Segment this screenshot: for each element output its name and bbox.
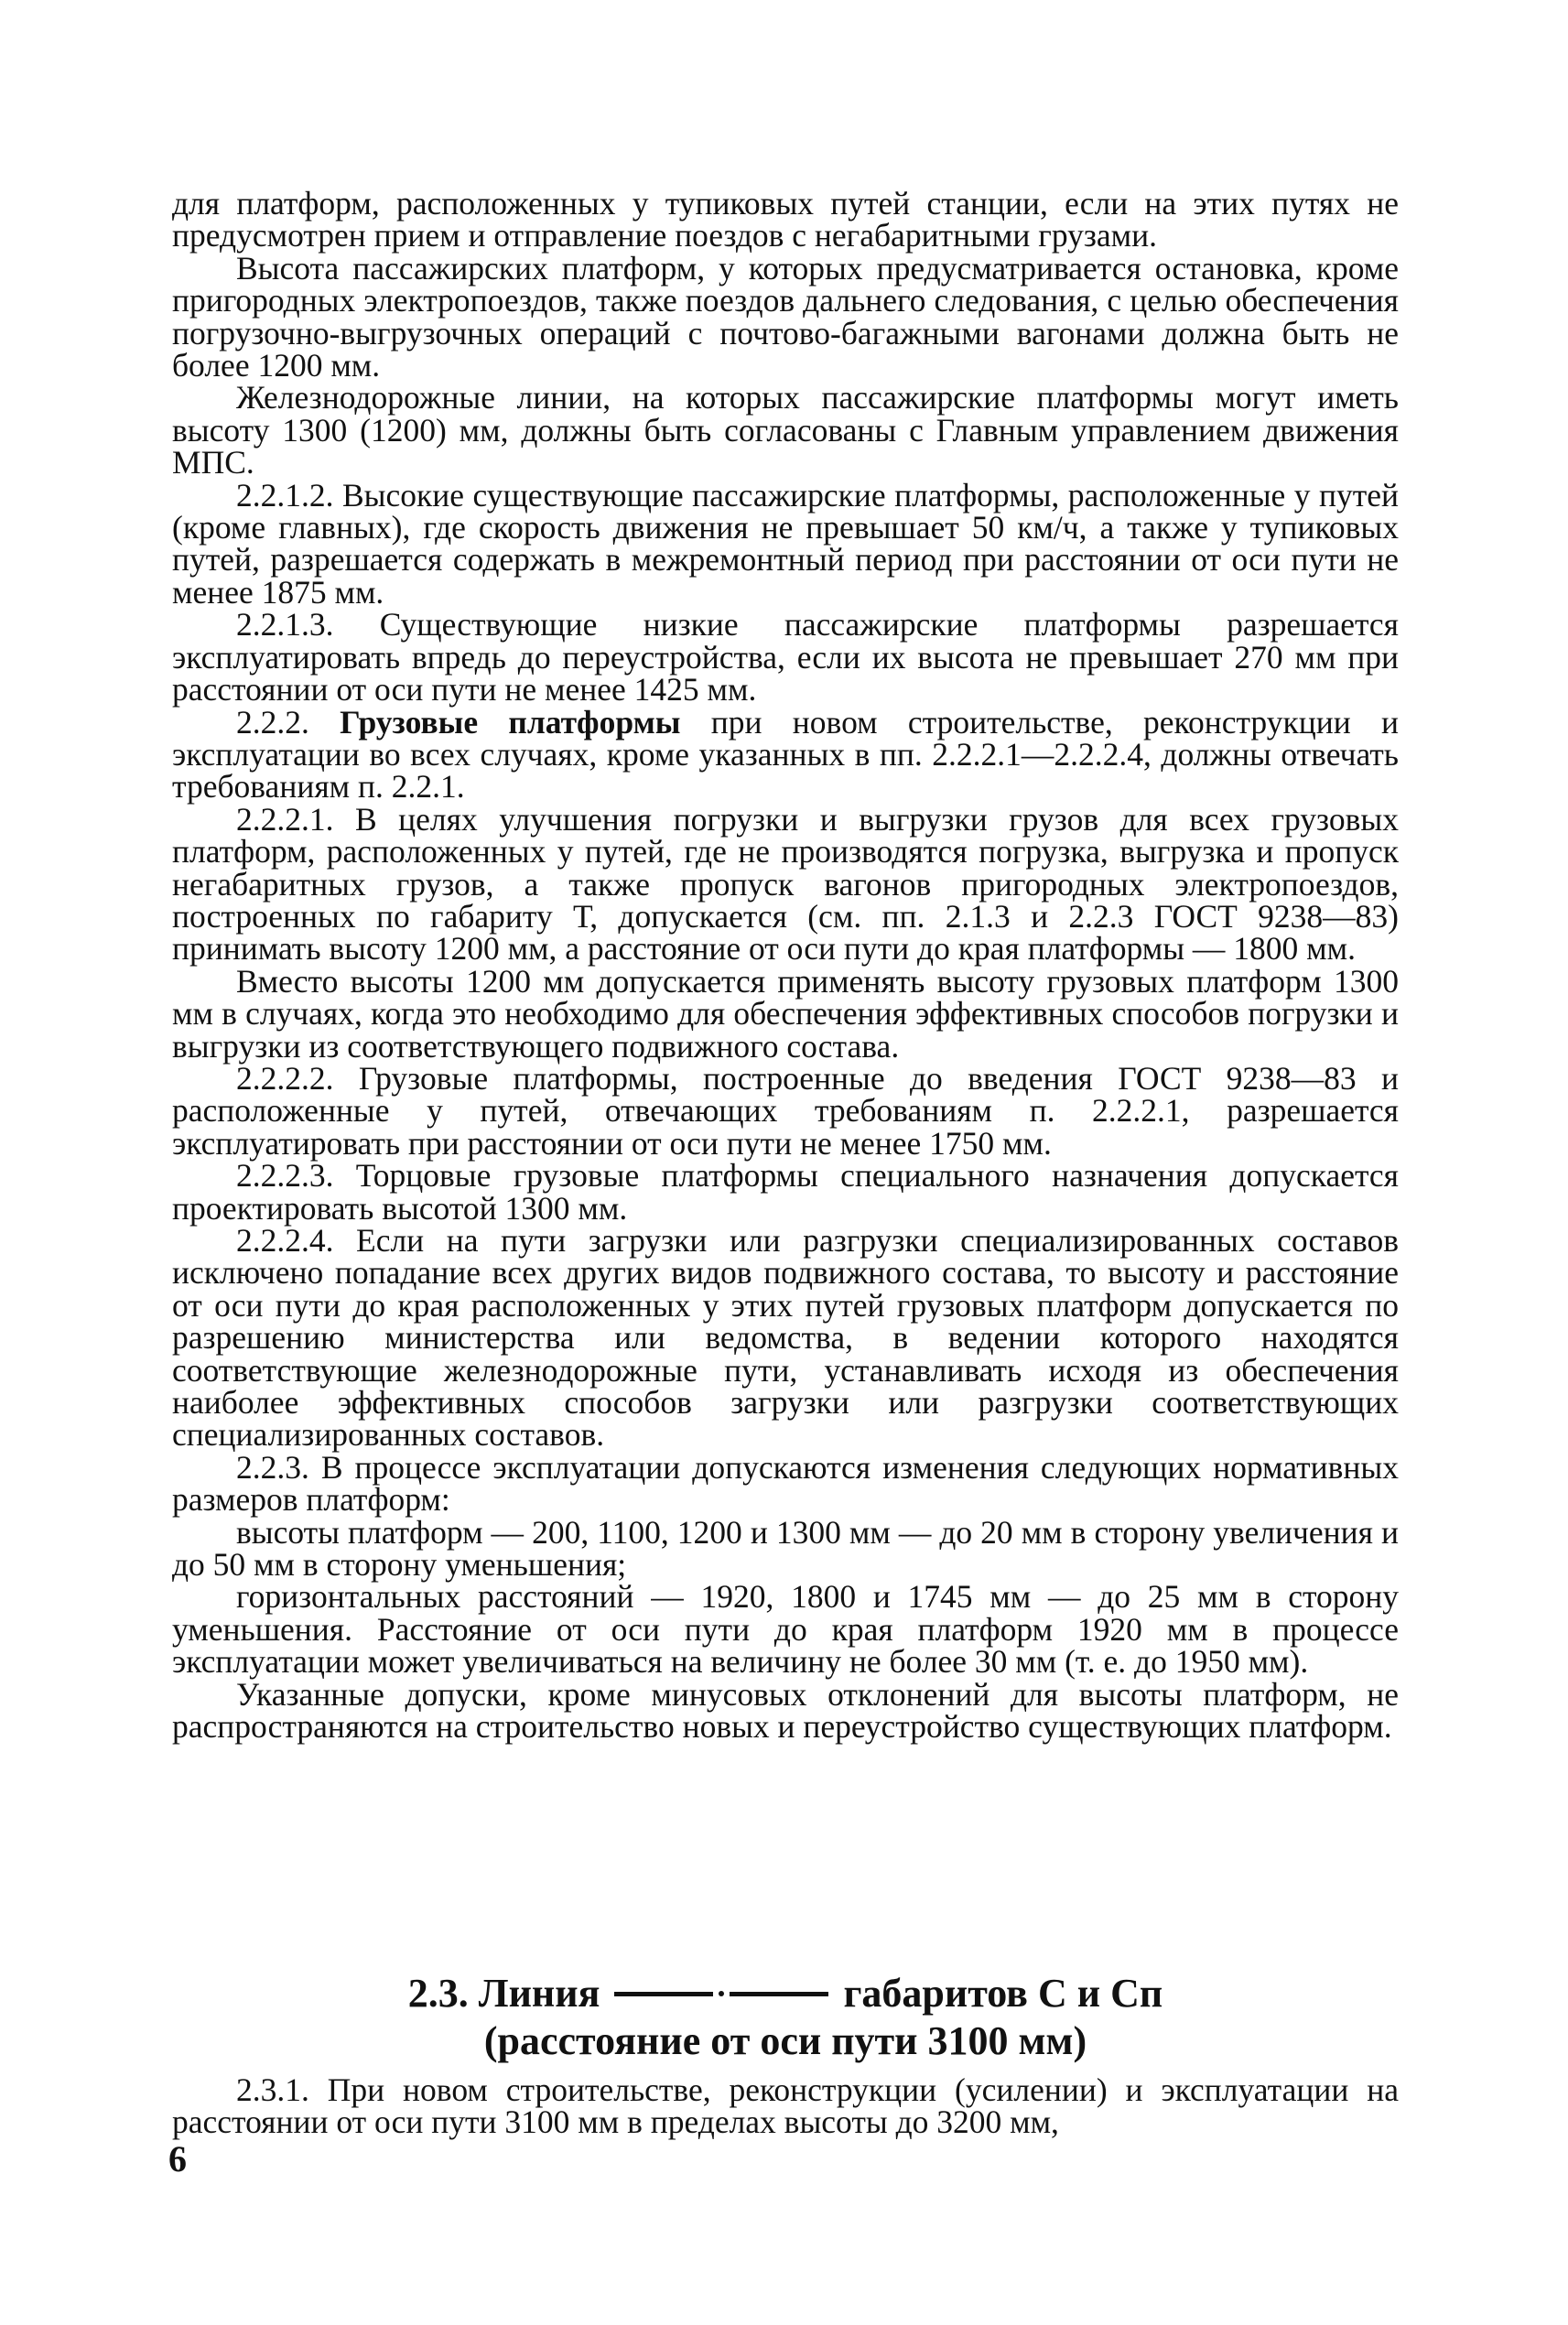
dash-dot-line-icon — [614, 1991, 828, 1996]
paragraph: для платформ, расположенных у тупиковых путей станции, если на этих путях не предусмотрен прием и отправление поездов с негабаритными грузами. — [172, 185, 1399, 254]
section-subtitle: (расстояние от оси пути 3100 мм) — [483, 2018, 1087, 2063]
paragraph: Железнодорожные линии, на которых пассажирские платформы могут иметь высоту 1300 (1200) мм, должны быть согласованы с Главным управлением движения МПС. — [172, 379, 1399, 481]
paragraph: горизонтальных расстояний — 1920, 1800 и 1745 мм — до 25 мм в сторону уменьшения. Расстояние от оси пути до края платформ 1920 мм в процессе эксплуатации может увеличиваться на величину не более 30 мм (т. е. до 1950 мм). — [172, 1578, 1399, 1681]
section-title — [172, 1970, 1399, 2017]
paragraph: Указанные допуски, кроме минусовых отклонений для высоты платформ, не распространяются на строительство новых и переустройство существующих платформ. — [172, 1675, 1399, 1746]
bold-term: Грузовые платформы — [340, 703, 681, 741]
section-body — [172, 2071, 1399, 2141]
section-heading — [172, 1970, 1399, 2065]
paragraph: 2.2.2.1. В целях улучшения погрузки и выгрузки грузов для всех грузовых платформ, расположенных у путей, где не производятся погрузка, выгрузка и пропуск негабаритных грузов, а также пропуск вагонов пригородных электропоездов, построенных по габариту Т, допускается (см. пп. 2.1.3 и 2.2.3 ГОСТ 9238—83) принимать высоту 1200 мм, а расстояние от оси пути до края платформы — 1800 мм. — [172, 800, 1399, 968]
paragraph: 2.2.3. В процессе эксплуатации допускаются изменения следующих нормативных размеров платформ: — [172, 1448, 1399, 1519]
body-text — [172, 185, 1399, 1746]
paragraph: 2.2.1.3. Существующие низкие пассажирские платформы разрешается эксплуатировать впредь до переустройства, если их высота не превышает 270 мм при расстоянии от оси пути не менее 1425 мм. — [172, 606, 1399, 708]
paragraph: Вместо высоты 1200 мм допускается применять высоту грузовых платформ 1300 мм в случаях, когда это необходимо для обеспечения эффективных способов погрузки и выгрузки из соответствующего подвижного состава. — [172, 962, 1399, 1065]
section-title-right: габаритов С и Сп — [843, 1971, 1163, 2016]
paragraph-cargo-platforms — [172, 703, 1399, 806]
paragraph: 2.2.1.2. Высокие существующие пассажирские платформы, расположенные у путей (кроме главных), где скорость движения не превышает 50 км/ч, а также у тупиковых путей, разрешается содержать в межремонтный период при расстоянии от оси пути не менее 1875 мм. — [172, 476, 1399, 611]
paragraph: Высота пассажирских платформ, у которых предусматривается остановка, кроме пригородных электропоездов, также поездов дальнего следования, с целью обеспечения погрузочно-выгрузочных операций с почтово-багажными вагонами должна быть не более 1200 мм. — [172, 249, 1399, 384]
page-number: 6 — [168, 2138, 187, 2179]
clause-number: 2.2.2. — [236, 703, 309, 741]
paragraph: 2.2.2.4. Если на пути загрузки или разгрузки специализированных составов исключено попадание всех других видов подвижного состава, то высоту и расстояние от оси пути до края расположенных у этих путей грузовых платформ допускается по разрешению министерства или ведомства, в ведении которого находятся соответствующие железнодорожные пути, устанавливать исходя из обеспечения наиболее эффективных способов загрузки или разгрузки соответствующих специализированных составов. — [172, 1222, 1399, 1454]
paragraph: 2.3.1. При новом строительстве, реконструкции (усилении) и эксплуатации на расстоянии от оси пути 3100 мм в пределах высоты до 3200 мм, — [172, 2071, 1399, 2141]
paragraph: 2.2.2.3. Торцовые грузовые платформы специального назначения допускается проектировать высотой 1300 мм. — [172, 1157, 1399, 1227]
section-title-left: 2.3. Линия — [407, 1971, 600, 2016]
paragraph: 2.2.2.2. Грузовые платформы, построенные до введения ГОСТ 9238—83 и расположенные у путей, отвечающих требованиям п. 2.2.2.1, разрешается эксплуатировать при расстоянии от оси пути не менее 1750 мм. — [172, 1059, 1399, 1162]
paragraph: высоты платформ — 200, 1100, 1200 и 1300 мм — до 20 мм в сторону увеличения и до 50 мм в сторону уменьшения; — [172, 1513, 1399, 1584]
clause-text: при новом строительстве, реконструкции и эксплуатации во всех случаях, кроме указанных в пп. 2.2.2.1—2.2.2.4, должны отвечать требованиям п. 2.2.1. — [172, 703, 1399, 806]
